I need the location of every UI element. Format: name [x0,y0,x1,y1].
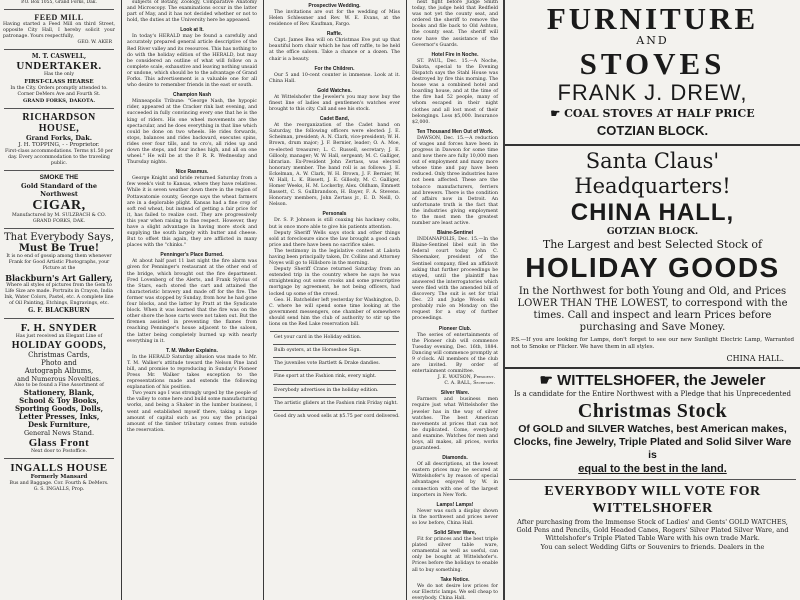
divider [505,144,800,146]
article-heading: Personals [322,211,347,218]
article-heading: Silver Ware. [440,390,470,397]
divider [273,410,396,411]
article-body: At about half past 11 last night the fire alarm was given for Penninger's restaurant at the other end of the bridge, which brought out the fire department. Fred Lovenberg of the Alerts, and Frank Sylvius of the Stars, each stored the cart and attained the characteristic bravery and made off for the fire. The former was stopped by Sunday, from how he had gone four blocks, and the latter by Pratt at the Syndicate block. When it was learned that the fire was on the other shore the hose carts were not taken out. But the firemen assisted in preventing the flames from reaching Penninger's house adjacent to the saloon, the latter being completely burned up with nearly everything in it. [127,259,257,344]
ad-line: After purchasing from the Immense Stock of Ladies' and Gents' GOLD WATCHES, Gold Pens and Pencils, Gold Headed Canes, Rogers' Silver Plated Silver Ware, and Wittelshofer's Triple Plated Table Ware with his own trade Mark. [516,518,789,542]
article-heading: Prospective Wedding. [308,3,361,9]
ad-line: Has just received an Elegant Line of [15,333,103,339]
ad-line: Autograph Albums, [24,366,94,375]
column-rule [406,0,407,600]
ad-line: FIRST-CLASS HEARSE [24,78,94,85]
ad-ingalls-house [0,462,118,493]
column-news-b [124,0,260,600]
ad-line: It is no end of gossip among them whenever Frank for Good Artistic Photographs, your Picture at the [6,254,112,272]
article-body: Dr. S. P. Johnson is still coaxing his hackney colts, but is once more able to give his patients attention. Deputy Sheriff Wells says stock and other things sold at foreclosure since the law brought a good cash price and there have been no sacrifice sales. The testimony in the legislative contest at Lakota having been principally taken, Dr. Collins and Attorney Noyes will go to Hillsboro in the morning. Deputy Sheriff Crane returned Saturday from an extended trip in the country where he says he was straightening out some crooks and some prescriptive mortgage by agreement, he not being officers, had locked up some of the crowd. Geo. H. Batchelder left yesterday for Washington, D. C. where he will spend some time looking at the government messengers, one chamber of somewhere should send him the club of authority to stir up the lions on the Red Lake reservation bill. [269,218,400,328]
article-body: The series of entertainments of the Pioneer club will commence Tuesday evening, Dec. 16th, 1884. Dancing will commence promptly at 9 o'clock. All members of the club are invited. By order of entertainment committee. [412,332,498,375]
article-body: At the reorganization of the Cadet band on Saturday, the following officers were elected: J. E. Scheiman, president; A. N. Clark, vice-president; W. H. Brown, drum major; J. F. Bernier, leader; O. A. Moe, re-elected treasurer; L. C. Russell, secretary; J. E. Gillooly, manager; W. W. Hall, sergeant; M. C. Galliger, librarian. Ex-President John Zertass, was elected honorary member. The band roll is as follows: J. E. Eckelman, A. W. Clark, W. H. Brown, J. F. Bernier, W. W. Hall, L. K. Bissett, J. E. Gillooly, M. C. Galliger, Homer Weeks, H. M. Lockerby, Alex. Oldham, Emmett Bassett, C. S. Gullbrandson, H. Bayer, F. A. Stevens. Honorary members, John Zertass jr., E. D. Neill, O. Nelson. [269,123,400,208]
divider [273,397,396,398]
column-ads-left [0,0,118,600]
article-body: Minneapolis Tribune: "George Nash, the hypopic rider, appeared at the Cracker rink last evening, and succeeded in fully convincing every one that he is the king of riders. His one wheel movements are the spectacular, and he does everything in that line which could be done on two wheels. He rides forwards, stops, balances and rides backward, executes spins, rides over four tills, and to cro's, all rides up and down the steps, and four inches high, and all on one wheel." He will be at the P. R. R. Wednesday and Thursday nights. [127,99,257,166]
signature: C. A. BALL, Secretary. [444,381,495,387]
divider [4,49,114,50]
article-heading: T. M. Walker Explains. [166,347,218,354]
ad-title: UNDERTAKER. [16,60,102,73]
ad-wittelshofer [505,372,800,551]
pointing-hand-icon: ☛ [550,107,561,120]
ad-line: Gold Standard of the Northwest [20,182,98,199]
divider [4,9,114,10]
ad-line: Photo and [41,358,77,367]
ad-line: Bus and Baggage. Cor. Fourth & DeMers. [9,481,109,487]
ad-line: Has the only [44,72,74,78]
ad-blackburn [0,232,118,315]
article-body: Our 5 and 10-cent counter is immense. Look at it. China Hall. [269,72,400,84]
divider [4,170,114,171]
ad-line: Grand Forks, Dak. [25,133,93,142]
ad-name: FRANK J. DREW, [557,80,748,105]
ad-line: J. H. TOPPING, - - Proprietor. [18,141,100,148]
ad-signature: GEO. W. AKER [77,40,112,46]
article-body: next fight before Judge Smith today, the judge held that Redfield was not yet the county seat, and ordered the sheriff to remove the books and file back to Old Ashton, the county seat. The sheriff will now have the assistance of the Governor's Guards. [412,0,498,48]
article-body: We do not desire low prices for our Electric lamps. We sell cheap to everybody. China Hall. [412,583,498,600]
divider [273,384,396,385]
ad-line: Christmas Cards, [28,350,90,359]
ad-cigar [0,174,118,225]
ad-line: GRAND FORKS, DAK. [32,219,86,225]
article-body: INDIANAPOLIS, Dec. 15.—In the Blaine-Sentinel libel suit in the federal court today John C. Shoemaker, president of the Sentinel company, filed an affidavit asking that further proceedings be stayed, until the plaintiff has answered the interrogatories which were filed with the amended bill of discovery. The suit is set for trial Dec. 23 and Judge Woods will probably rule on Monday on the request for a stay of further proceedings. [412,237,498,322]
ad-line: Letter Presses, Inks, [18,412,100,422]
ad-line: You can select Wedding Gifts or Souvenirs to friends. Dealers in the [540,543,765,551]
ad-headline: Santa Claus' Headquarters! [574,149,731,198]
ad-line: and Numerous Novelties. [17,374,101,383]
article-body: Never was such a display shown in the northwest and prices never so low before, China Hall. [412,508,498,526]
signature: J. E. WATSON, President. [437,375,495,381]
article-heading: Hotel Fire in Noche. [431,51,479,58]
ad-line: Of GOLD and SILVER Watches, best American makes, Clocks, fine Jewelry, Triple Plated and Solid Silver Ware is [513,423,792,461]
article-heading: Lamps! Lamps! [436,501,474,508]
ad-line: In the City. Orders promptly attended to. Corner DeMers Ave and Fourth St. [10,85,108,97]
ad-title: INGALLS HOUSE [10,462,108,475]
brief-item: Everybody advertises in the holiday edition. [274,387,379,393]
ad-line: Is a candidate for the Entire Northwest with a Pledge that his Unprecedented [513,390,792,398]
ad-line-text: COAL STOVES AT HALF PRICE [564,107,755,120]
ad-line: In the Northwest for both Young and Old, and Prices LOWER THAN THE LOWEST, to correspond with the times. Call and inspect and learn Prices before purchasing and Save Money. [517,286,788,333]
ad-line: Glass Front [28,437,90,450]
ad-line: Desk Furniture, [27,420,91,430]
article-heading: Pioneer Club. [438,325,472,332]
article-body: DAWSON, Dec. 15.—A reduction of wages and forces have been in progress in Dawson for some time and now there are fully 10,000 men out of employment and many more whose time and pay have been reduced. Only three industries have not been affected. These are the tobacco manufacturers, ferriers and brewers. There is the condition of affairs now in Detroit. An unfortunate truth is the fact that the industries giving employment to the most men the greatest number are least active. [412,135,498,227]
ad-china-hall [505,149,800,364]
ad-headline: EVERYBODY WILL VOTE FOR WITTELSHOFER [544,484,761,516]
ad-line: General News Stand. [23,429,95,438]
ad-line [507,107,798,121]
ad-line: Next door to Postoffice. [30,449,88,455]
divider [273,370,396,371]
brief-item: Get your card in the Holiday edition. [274,335,362,341]
ad-title: CIGAR, [32,198,86,214]
ad-line: Where all styles of pictures from the Gem to Life Size are made. Portraits in Crayon, India Ink, Water Colors, Pastel, etc. A complete line of Oil Painting, Etchings, Engravings, etc. [4,282,114,306]
ad-frank-drew [505,2,800,138]
divider [273,344,396,345]
ad-line: Must Be True! [18,243,100,255]
pobox: P.O. Box 1055, Grand Forks, Dak. [21,0,97,5]
ad-signature: G. F. BLACKBURN [28,306,90,314]
ad-line: Sporting Goods, Dolls, [14,404,104,414]
column-rule [263,0,264,600]
ad-headline: Christmas Stock [577,400,728,422]
ad-line: G. S. INGALLS, Prop. [33,487,85,493]
article-heading: Champion Nash [172,92,212,99]
article-body: Capt. James Bea will on Christmas Eve put up that beautiful horn chair which he has off raffle, to be held at the office saloon. Take a chance or a dozen. The chair is a beauty. [269,38,400,62]
article-heading: Solid Silver Ware, [433,530,477,537]
article-heading: Cadet Band, [319,116,350,123]
article-body: Of all descriptions, at the lowest eastern prices may be secured at Wittelshofer's by reason of special advantages enjoyed by W. in connection with one of the largest importers in New York. [412,462,498,498]
article-heading: Diamonds. [442,455,468,462]
divider [270,331,399,332]
ad-richardson-house [0,112,118,167]
ad-line: AND [636,34,669,47]
ad-title: F. H. SNYDER [20,321,98,334]
divider [505,367,800,369]
ad-line: Manufactured by M. SULZBACH & CO. [12,213,106,219]
ad-line: COTZIAN BLOCK. [596,123,709,138]
ad-headline: STOVES [579,46,726,81]
ad-snyder [0,322,118,455]
divider [4,318,114,319]
ad-line: First-class accommodations. Terms $1.50 per day. Every accommodation to the traveling public. [4,148,114,166]
ad-line: Also to be found a Fine Assortment of [14,382,104,388]
ad-line: equal to the best in the land. [578,463,727,475]
brief-item: Fine sport at the Fashion rink, every night. [274,374,377,380]
article-heading: Look at It. [180,27,204,34]
brief-item: The juveniles vote Bartlett & Drake dandies. [274,361,381,367]
article-body: The invitations are out for the wedding of Miss Helen Schlessner and Rev. W. E. Evans, at the residence of Rev. Kaufman, Fargo. [269,10,400,28]
brief-list [269,335,400,420]
ad-headline-text: WITTELSHOFER, the Jeweler [557,372,766,389]
ad-caswell [0,53,118,104]
article-heading: Ten Thousand Men Out of Work. [416,128,494,135]
brief-item: Bulb oysters, at the Horseshoe Sign. [274,348,362,354]
brief-item: The artistic gliders at the Fashion rink Friday night. [274,400,398,406]
ad-headline: HOLIDAY GOODS [525,252,780,283]
divider [4,228,114,229]
article-body: Fit for princes and the best triple plated silver table ware, ornamental as well as useful, can only be bought at Wittelshofer's. Prices before the holidays to enable all to buy something. [412,537,498,573]
article-heading: Take Notice. [440,576,470,583]
ad-headline: FURNITURE [546,1,759,36]
ad-title: FEED MILL [34,13,84,23]
article-body: Farmers and business men require just what Wittelshofer the jeweler has in the way of silver watches. The best American movements at prices that can not be duplicated. Come, everybody and examine. Watches for men and boys, all makes, all prices, works guaranteed. [412,397,498,452]
article-heading: Gold Watches. [317,87,352,94]
article-body: In today's HERALD may be found a carefully and accurately prepared general article descriptive of the Red River valley and its resources. This has nothing to do with the holiday edition of the HERALD, but may be considered an outline of what will follow on a complete scale, exhaustive and leaving nothing unsaid or undone, which should be to the advantage of Grand Forks. This advertisement is a valuable one for all who desire to remember friends in the east or south. [127,34,257,89]
ad-line: GRAND FORKS, DAKOTA. [22,97,96,104]
ad-line: P.S.—If you are looking for Lamps, don't forget to see our new Sunlight Electric Lamp, Warranted not to Smoke or Flicker. We have them in all styles. [511,337,794,350]
ad-line: SMOKE THE [39,174,79,182]
ad-line: GOTZIAN BLOCK. [606,227,699,237]
pointing-hand-icon: ☛ [539,372,553,389]
ad-signature: CHINA HALL. [726,354,784,363]
ad-line: Formerly Mansard [30,474,88,481]
article-heading: Nice Rasmus. [175,169,209,176]
article-body: In the HERALD Saturday allusion was made to Mr. T. M. Walker's attitude toward the Nelson Pine land bill, and promise to reproducing in Sunday's Pioneer Press Mr. Walker takes exception to the representations made and extends the following explanation of his position. Two years ago I was strongly urged by the people of the valley to come here and build some manufacturing works, and being a Shaker in the lumber business, I went and established myself there, taking a large amount of capital such as you say the principal amount of the timber tributary comes from outside the reservation. [127,354,258,433]
ad-line: HOLIDAY GOODS, [11,339,107,351]
ad-headline [507,372,798,390]
ad-feed-mill [0,13,118,46]
ad-line: That Everybody Says, [4,232,114,244]
column-news-d [409,0,501,600]
ad-body: Having started a Feed Mill on third Street, opposite City Hall, I hereby solicit your patronage. Yours respectfully, [3,22,115,40]
divider [509,479,796,480]
column-rule [121,0,122,600]
ad-line: Stationery, Blank, [23,388,95,398]
column-news-c [266,0,403,600]
ad-title: Blackburn's Art Gallery, [5,272,113,283]
ad-name: CHINA HALL, [570,199,735,226]
article-body: subjects of Botany, Zoology, Comparative Anatomy and Microscopy. The examinations occur in the latter part of May, and it has not decided whether or not to hold, the duties at the University here be appeased. [127,0,257,24]
article-heading: Raffle. [326,31,343,38]
divider [4,108,114,109]
ad-title: RICHARDSON HOUSE, [22,111,96,134]
divider [4,458,114,459]
ad-line: The Largest and best Selected Stock of [542,238,763,251]
column-display-ads [505,0,800,600]
ad-line: School & Toy Books, [19,396,99,406]
article-heading: For the Children. [314,65,355,72]
brief-item: Good dry ash wood sells at $5.75 per cord delivered. [274,413,400,419]
divider [273,357,396,358]
article-body: George Knight and bride returned Saturday from a few week's visit to Kansas, where they have relatives. While it is seven weather down there in the region of Pottawatomie county, George says the wheat farmers are in a deplorable plight. Kansas had a fine crop of soft red wheat, but instead of getting a fair price for it, has failed to realize cost. They are progressively this year when raising to fine respect. However, they have a slight advantage in having more stock and supplying the south largely with butter and cheese. But to offset this again, they are afflicted in many places with the "chinks." [127,176,257,249]
ad-name: M. T. CASWELL, [31,53,87,61]
article-body: ST. PAUL, Dec. 15.—A Noche, Dakota, special to the Evening Dispatch says the Stahl House was destroyed by fire this morning. The house was a combined hotel and boarding house, and at the time of the fire had 52 people, many of whom escaped in their night clothes and all lost most of their belongings. Loss $5,000. Insurance $2,000. [412,58,498,125]
article-heading: Blaine-Sentinel [436,230,474,237]
article-heading: Penninger's Place Burned. [160,252,224,259]
article-body: At Wittelshofer the Jeweler's you may now buy the finest line of ladies and gentlemen's watches ever brought to this city. Call and see his stock. [269,94,400,113]
